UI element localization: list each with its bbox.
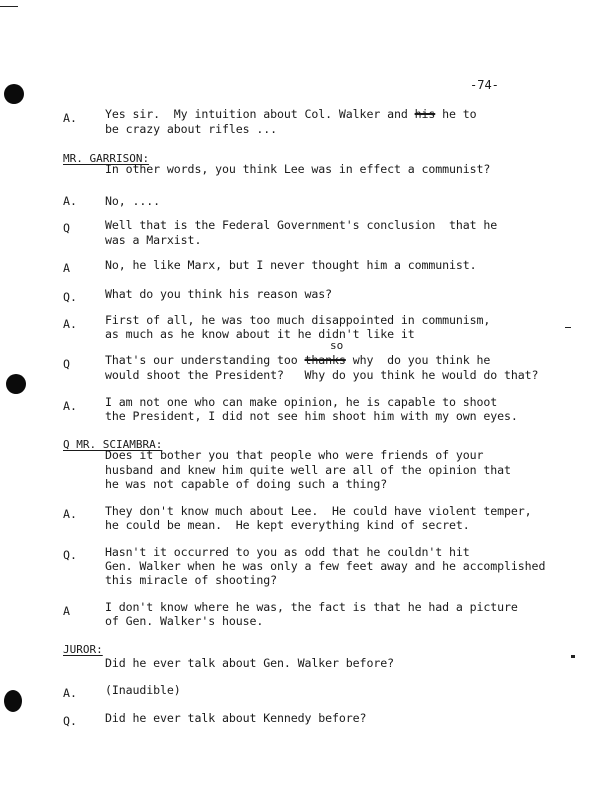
struck-word: thanks [304,353,346,367]
struck-word: his [414,107,436,121]
scan-mark [0,6,18,7]
transcript-line: Gen. Walker when he was only a few feet away and he accomplished [105,559,546,573]
answer-label: A. [63,111,77,125]
transcript-line: Does it bother you that people who were friends of your [105,448,484,462]
transcript-line: husband and knew him quite well are all of the opinion that [105,463,511,477]
transcript-line: as much as he know about it he didn't like it [105,327,415,341]
transcript-line: (Inaudible) [105,683,181,697]
answer-label: A [63,604,70,618]
transcript-line: No, .... [105,194,161,208]
handwritten-insert: so [330,339,344,352]
answer-label: A. [63,686,77,700]
transcript-line: the President, I did not see him shoot him with my own eyes. [105,409,518,423]
transcript-line: Hasn't it occurred to you as odd that he couldn't hit [105,545,470,559]
transcript-line: I don't know where he was, the fact is that he had a picture [105,600,518,614]
speaker-heading: MR. GARRISON: [63,152,150,165]
transcript-line: They don't know much about Lee. He could have violent temper, [105,504,532,518]
punch-hole-middle [6,374,26,394]
transcript-line: In other words, you think Lee was in effect a communist? [105,162,491,176]
transcript-line: That's our understanding too thanks why do you think he [105,353,491,367]
question-label: Q [63,221,70,235]
transcript-line: No, he like Marx, but I never thought him a communist. [105,258,477,272]
question-label: Q. [63,290,77,304]
transcript-line: was a Marxist. [105,233,202,247]
transcript-line: Well that is the Federal Government's conclusion that he [105,218,498,232]
answer-label: A. [63,507,77,521]
speaker-heading: JUROR: [63,643,103,656]
transcript-line: First of all, he was too much disappointed in communism, [105,313,491,327]
transcript-line: Yes sir. My intuition about Col. Walker and his he to [105,107,477,121]
question-label: Q. [63,714,77,728]
page-number: -74- [470,78,499,92]
transcript-line: be crazy about rifles ... [105,122,278,136]
transcript-line: would shoot the President? Why do you think he would do that? [105,368,539,382]
transcript-line: Did he ever talk about Gen. Walker before? [105,656,394,670]
answer-label: A. [63,399,77,413]
transcript-line: I am not one who can make opinion, he is capable to shoot [105,395,498,409]
speaker-heading: Q MR. SCIAMBRA: [63,438,163,451]
scan-mark [571,655,575,658]
transcript-line: of Gen. Walker's house. [105,614,264,628]
transcript-line: Did he ever talk about Kennedy before? [105,711,367,725]
transcript-line: this miracle of shooting? [105,573,278,587]
question-label: Q [63,357,70,371]
punch-hole-bottom [4,690,22,712]
question-label: Q. [63,548,77,562]
answer-label: A [63,261,70,275]
answer-label: A. [63,194,77,208]
transcript-line: he could be mean. He kept everything kind of secret. [105,518,470,532]
answer-label: A. [63,317,77,331]
transcript-line: he was not capable of doing such a thing? [105,477,388,491]
scan-mark [565,327,571,328]
punch-hole-top [4,84,24,104]
transcript-line: What do you think his reason was? [105,287,333,301]
